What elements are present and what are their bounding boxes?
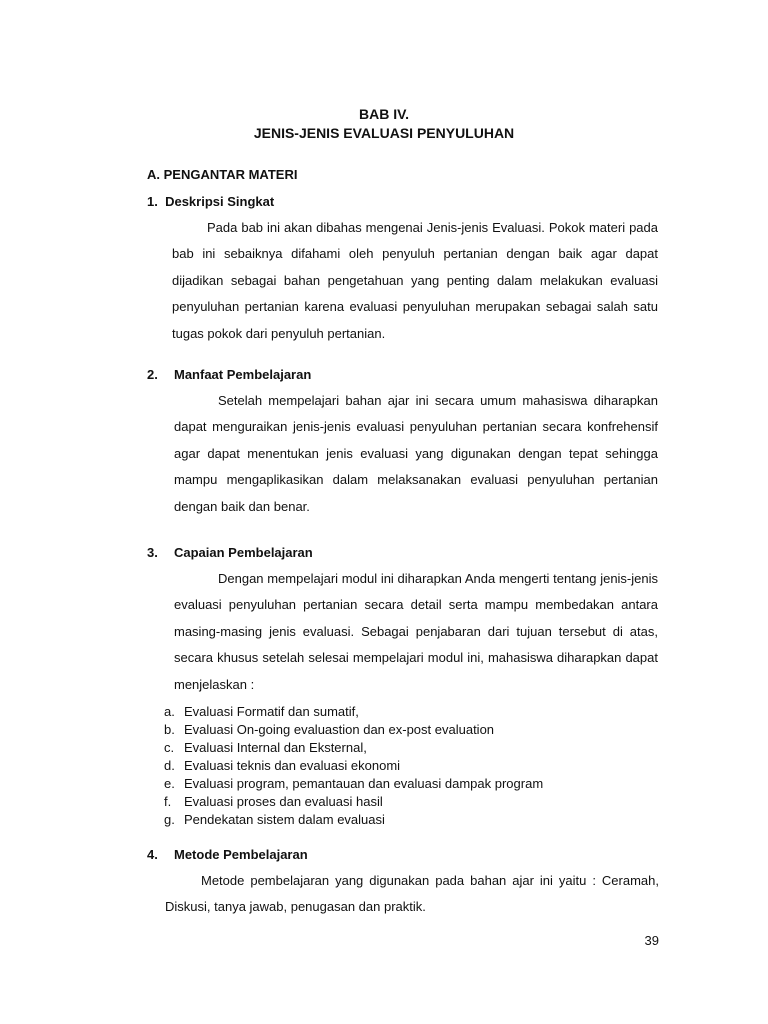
- section-2-paragraph: Setelah mempelajari bahan ajar ini secara umum mahasiswa diharapkan dapat menguraikan jenis-jenis evaluasi penyuluhan pertanian secara konfrehensif agar dapat menentukan jenis evaluasi yang digunakan dengan tepat sehingga mampu mengaplikasikan dalam melaksanakan evaluasi penyuluhan pertanian dengan baik dan benar.: [174, 393, 658, 514]
- list-item-letter: e.: [164, 776, 175, 791]
- list-item: [164, 811, 664, 829]
- list-item: [164, 793, 664, 811]
- section-4-number: 4.: [147, 847, 158, 862]
- section-a-heading: A. PENGANTAR MATERI: [147, 167, 298, 182]
- list-item-text: Evaluasi Formatif dan sumatif,: [184, 704, 359, 719]
- list-item: [164, 739, 664, 757]
- list-item-letter: g.: [164, 812, 175, 827]
- list-item-letter: c.: [164, 740, 175, 755]
- list-item-letter: d.: [164, 758, 175, 773]
- list-item-text: Evaluasi On-going evaluastion dan ex-post evaluation: [184, 722, 495, 737]
- learning-outcomes-list: [164, 703, 664, 829]
- section-2-title: Manfaat Pembelajaran: [174, 367, 312, 382]
- section-4-paragraph: Metode pembelajaran yang digunakan pada bahan ajar ini yaitu : Ceramah, Diskusi, tanya jawab, penugasan dan praktik.: [165, 873, 659, 915]
- section-3-paragraph: Dengan mempelajari modul ini diharapkan Anda mengerti tentang jenis-jenis evaluasi penyuluhan pertanian secara detail serta mampu membedakan antara masing-masing jenis evaluasi. Sebagai penjabaran dari tujuan tersebut di atas, secara khusus setelah selesai mempelajari modul ini, mahasiswa diharapkan dapat menjelaskan :: [174, 571, 658, 692]
- list-item-text: Evaluasi teknis dan evaluasi ekonomi: [184, 758, 401, 773]
- list-item: [164, 721, 664, 739]
- page-number: 39: [644, 933, 659, 948]
- list-item-text: Pendekatan sistem dalam evaluasi: [184, 812, 385, 827]
- section-1-heading: [147, 194, 274, 209]
- list-item-text: Evaluasi program, pemantauan dan evaluasi dampak program: [184, 776, 544, 791]
- list-item-letter: a.: [164, 704, 175, 719]
- list-item: [164, 775, 664, 793]
- list-item-text: Evaluasi proses dan evaluasi hasil: [184, 794, 383, 809]
- chapter-title: JENIS-JENIS EVALUASI PENYULUHAN: [253, 125, 515, 141]
- section-3-number: 3.: [147, 545, 158, 560]
- list-item: [164, 757, 664, 775]
- list-item-letter: f.: [164, 794, 172, 809]
- section-1-title: Deskripsi Singkat: [165, 194, 275, 209]
- section-2-number: 2.: [147, 367, 158, 382]
- section-3-title: Capaian Pembelajaran: [174, 545, 313, 560]
- list-item-letter: b.: [164, 722, 175, 737]
- list-item-text: Evaluasi Internal dan Eksternal,: [184, 740, 367, 755]
- section-1-paragraph: Pada bab ini akan dibahas mengenai Jenis-jenis Evaluasi. Pokok materi pada bab ini sebaiknya difahami oleh penyuluh pertanian dengan baik agar dapat dijadikan sebagai bahan pengetahuan yang penting dalam melakukan evaluasi penyuluhan pertanian karena evaluasi penyuluhan merupakan sebagai salah satu tugas pokok dari penyuluh pertanian.: [172, 220, 658, 341]
- section-4-title: Metode Pembelajaran: [174, 847, 308, 862]
- chapter-label: BAB IV.: [358, 106, 410, 122]
- section-1-number: 1.: [147, 194, 158, 209]
- list-item: [164, 703, 664, 721]
